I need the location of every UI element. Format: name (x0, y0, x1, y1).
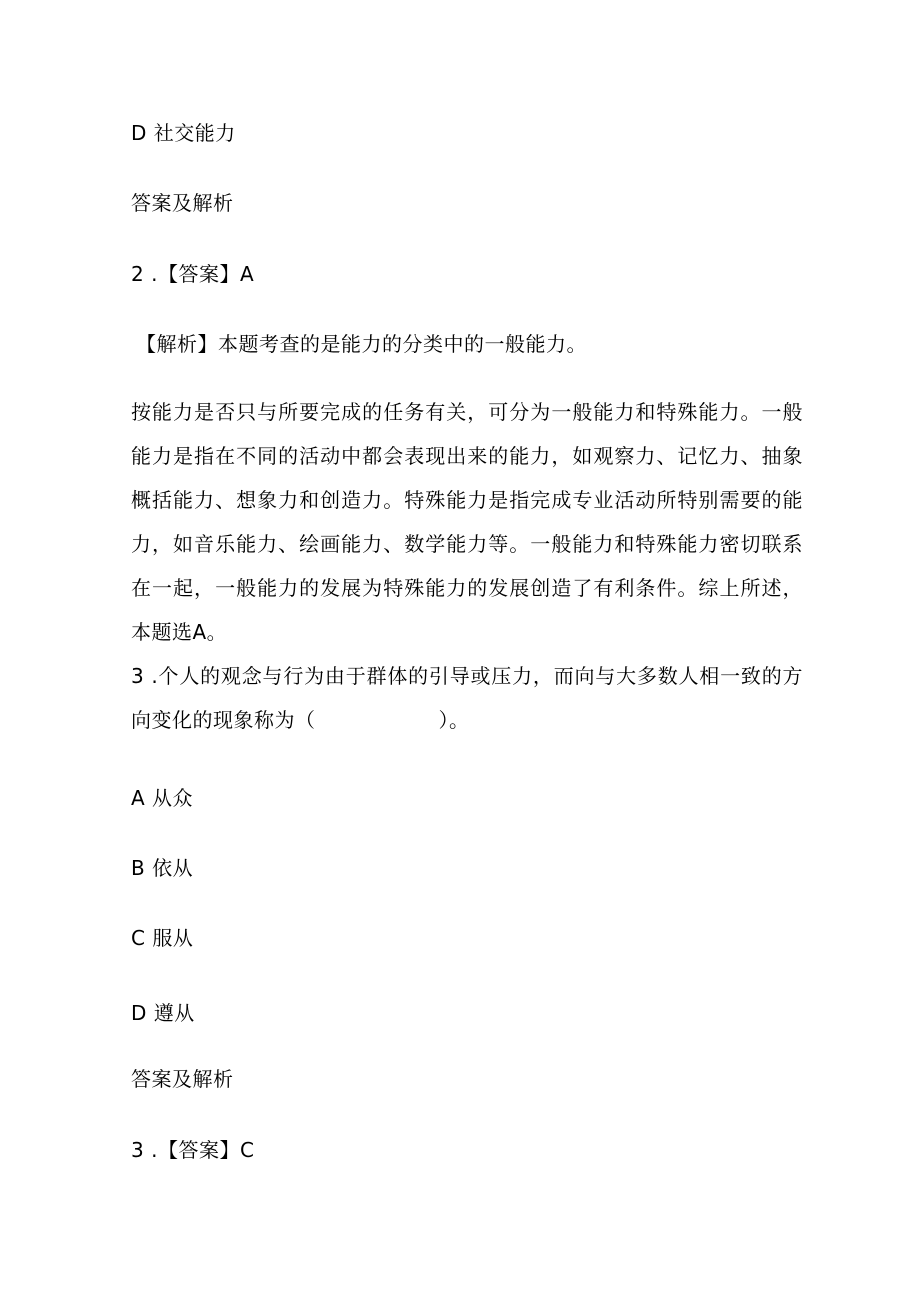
q3-option-d: D 遵从 (131, 1001, 195, 1025)
q3-answer: 3 .【答案】C (131, 1138, 255, 1162)
q2-answer: 2 .【答案】A (131, 262, 255, 286)
q3-answer-header: 答案及解析 (131, 1067, 234, 1091)
q2-answer-header: 答案及解析 (131, 191, 234, 215)
q2-analysis-body: 按能力是否只与所要完成的任务有关，可分为一般能力和特殊能力。一般能力是指在不同的活动中都会表现出来的能力，如观察力、记忆力、抽象概括能力、想象力和创造力。特殊能力是指完成专业活动所特别需要的能力，如音乐能力、绘画能力、数学能力等。一般能力和特殊能力密切联系在一起，一般能力的发展为特殊能力的发展创造了有利条件。综上所述，本题选A。 (131, 400, 803, 644)
q3-option-c: C 服从 (131, 926, 194, 950)
q3-option-a: A 从众 (131, 786, 194, 810)
q2-analysis-intro: 【解析】本题考查的是能力的分类中的一般能力。 (136, 332, 587, 356)
q3-option-b: B 依从 (131, 856, 194, 880)
q2-option-d: D 社交能力 (131, 121, 236, 145)
q3-question: 3 .个人的观念与行为由于群体的引导或压力，而向与大多数人相一致的方向变化的现象称为（ ）。 (131, 664, 803, 732)
